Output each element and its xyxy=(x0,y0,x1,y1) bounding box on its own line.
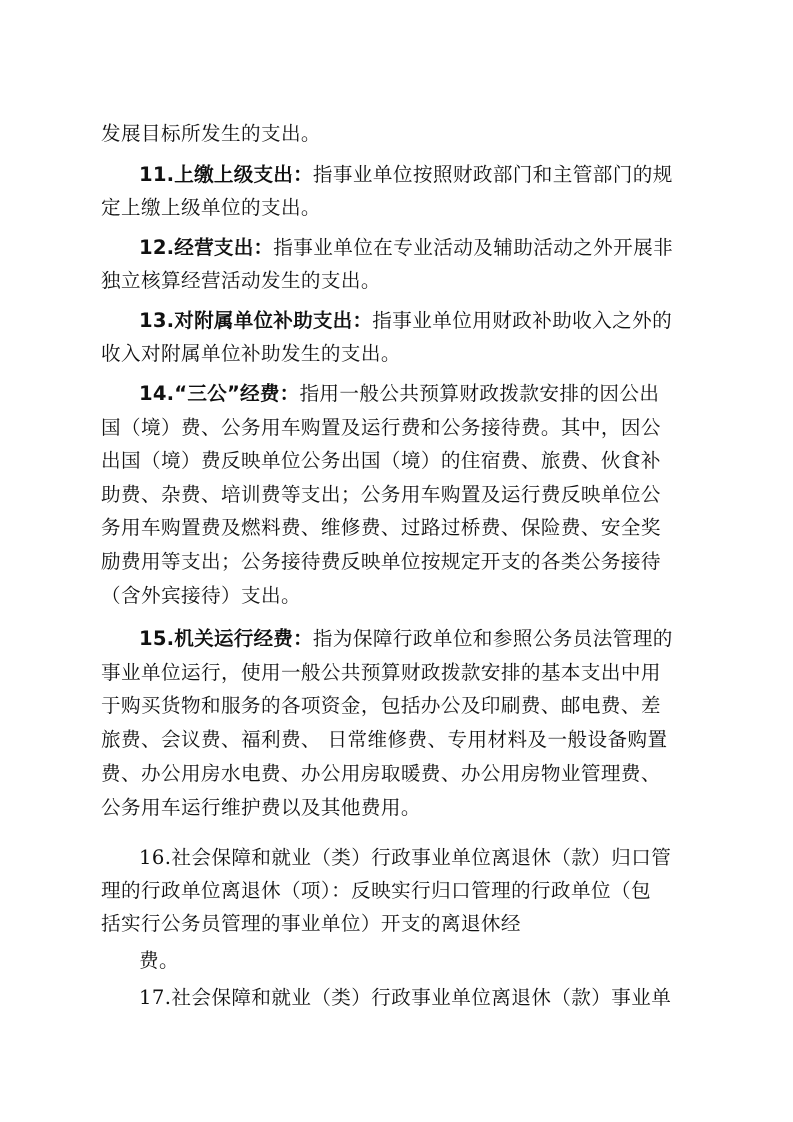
body-text-line: 17.社会保障和就业（类）行政事业单位离退休（款）事业单 xyxy=(139,986,672,1009)
definition-line xyxy=(139,381,659,407)
body-text-line: 国（境）费、公务用车购置及运行费和公务接待费。其中，因公 xyxy=(101,416,661,439)
body-text-line: 出国（境）费反映单位公务出国（境）的住宿费、旅费、伙食补 xyxy=(101,449,661,472)
term-heading: 11.上缴上级支出： xyxy=(139,163,313,186)
body-text-line: 务用车购置费及燃料费、维修费、过路过桥费、保险费、安全奖 xyxy=(101,516,661,539)
body-text-line: 括实行公务员管理的事业单位）开支的离退休经 xyxy=(101,912,521,935)
body-text-line: 理的行政单位离退休（项）：反映实行归口管理的行政单位（包 xyxy=(101,879,652,902)
body-text-line: 独立核算经营活动发生的支出。 xyxy=(101,269,381,292)
definition-text: 指为保障行政单位和参照公务员法管理的 xyxy=(312,627,673,650)
term-heading: 15.机关运行经费： xyxy=(139,627,313,650)
body-text-line: 定上缴上级单位的支出。 xyxy=(101,196,321,219)
definition-line xyxy=(139,308,672,334)
body-text-line: 费。 xyxy=(139,949,179,972)
body-text-line: 励费用等支出；公务接待费反映单位按规定开支的各类公务接待 xyxy=(101,550,661,573)
term-heading: 12.经营支出： xyxy=(139,236,274,259)
body-text-line: 发展目标所发生的支出。 xyxy=(101,122,321,145)
definition-text: 指事业单位用财政补助收入之外的 xyxy=(372,309,673,332)
body-text-line: 于购买货物和服务的各项资金，包括办公及印刷费、邮电费、差 xyxy=(101,694,661,717)
body-text-line: 费、办公用房水电费、办公用房取暖费、办公用房物业管理费、 xyxy=(101,762,661,785)
term-heading: 14.“三公”经费： xyxy=(139,382,300,405)
term-heading: 13.对附属单位补助支出： xyxy=(139,309,373,332)
definition-text: 指事业单位按照财政部门和主管部门的规 xyxy=(312,163,673,186)
body-text-line: 旅费、会议费、福利费、 日常维修费、专用材料及一般设备购置 xyxy=(101,728,668,751)
body-text-line: 收入对附属单位补助发生的支出。 xyxy=(101,342,401,365)
body-text-line: 16.社会保障和就业（类）行政事业单位离退休（款）归口管 xyxy=(139,846,672,869)
definition-text: 指事业单位在专业活动及辅助活动之外开展非 xyxy=(273,236,674,259)
body-text-line: （含外宾接待）支出。 xyxy=(101,584,301,607)
body-text-line: 助费、杂费、培训费等支出；公务用车购置及运行费反映单位公 xyxy=(101,483,661,506)
definition-line xyxy=(139,235,673,261)
definition-line xyxy=(139,626,673,652)
body-text-line: 公务用车运行维护费以及其他费用。 xyxy=(101,796,421,819)
body-text-line: 事业单位运行，使用一般公共预算财政拨款安排的基本支出中用 xyxy=(101,661,661,684)
definition-text: 指用一般公共预算财政拨款安排的因公出 xyxy=(299,382,660,405)
definition-line xyxy=(139,162,673,188)
